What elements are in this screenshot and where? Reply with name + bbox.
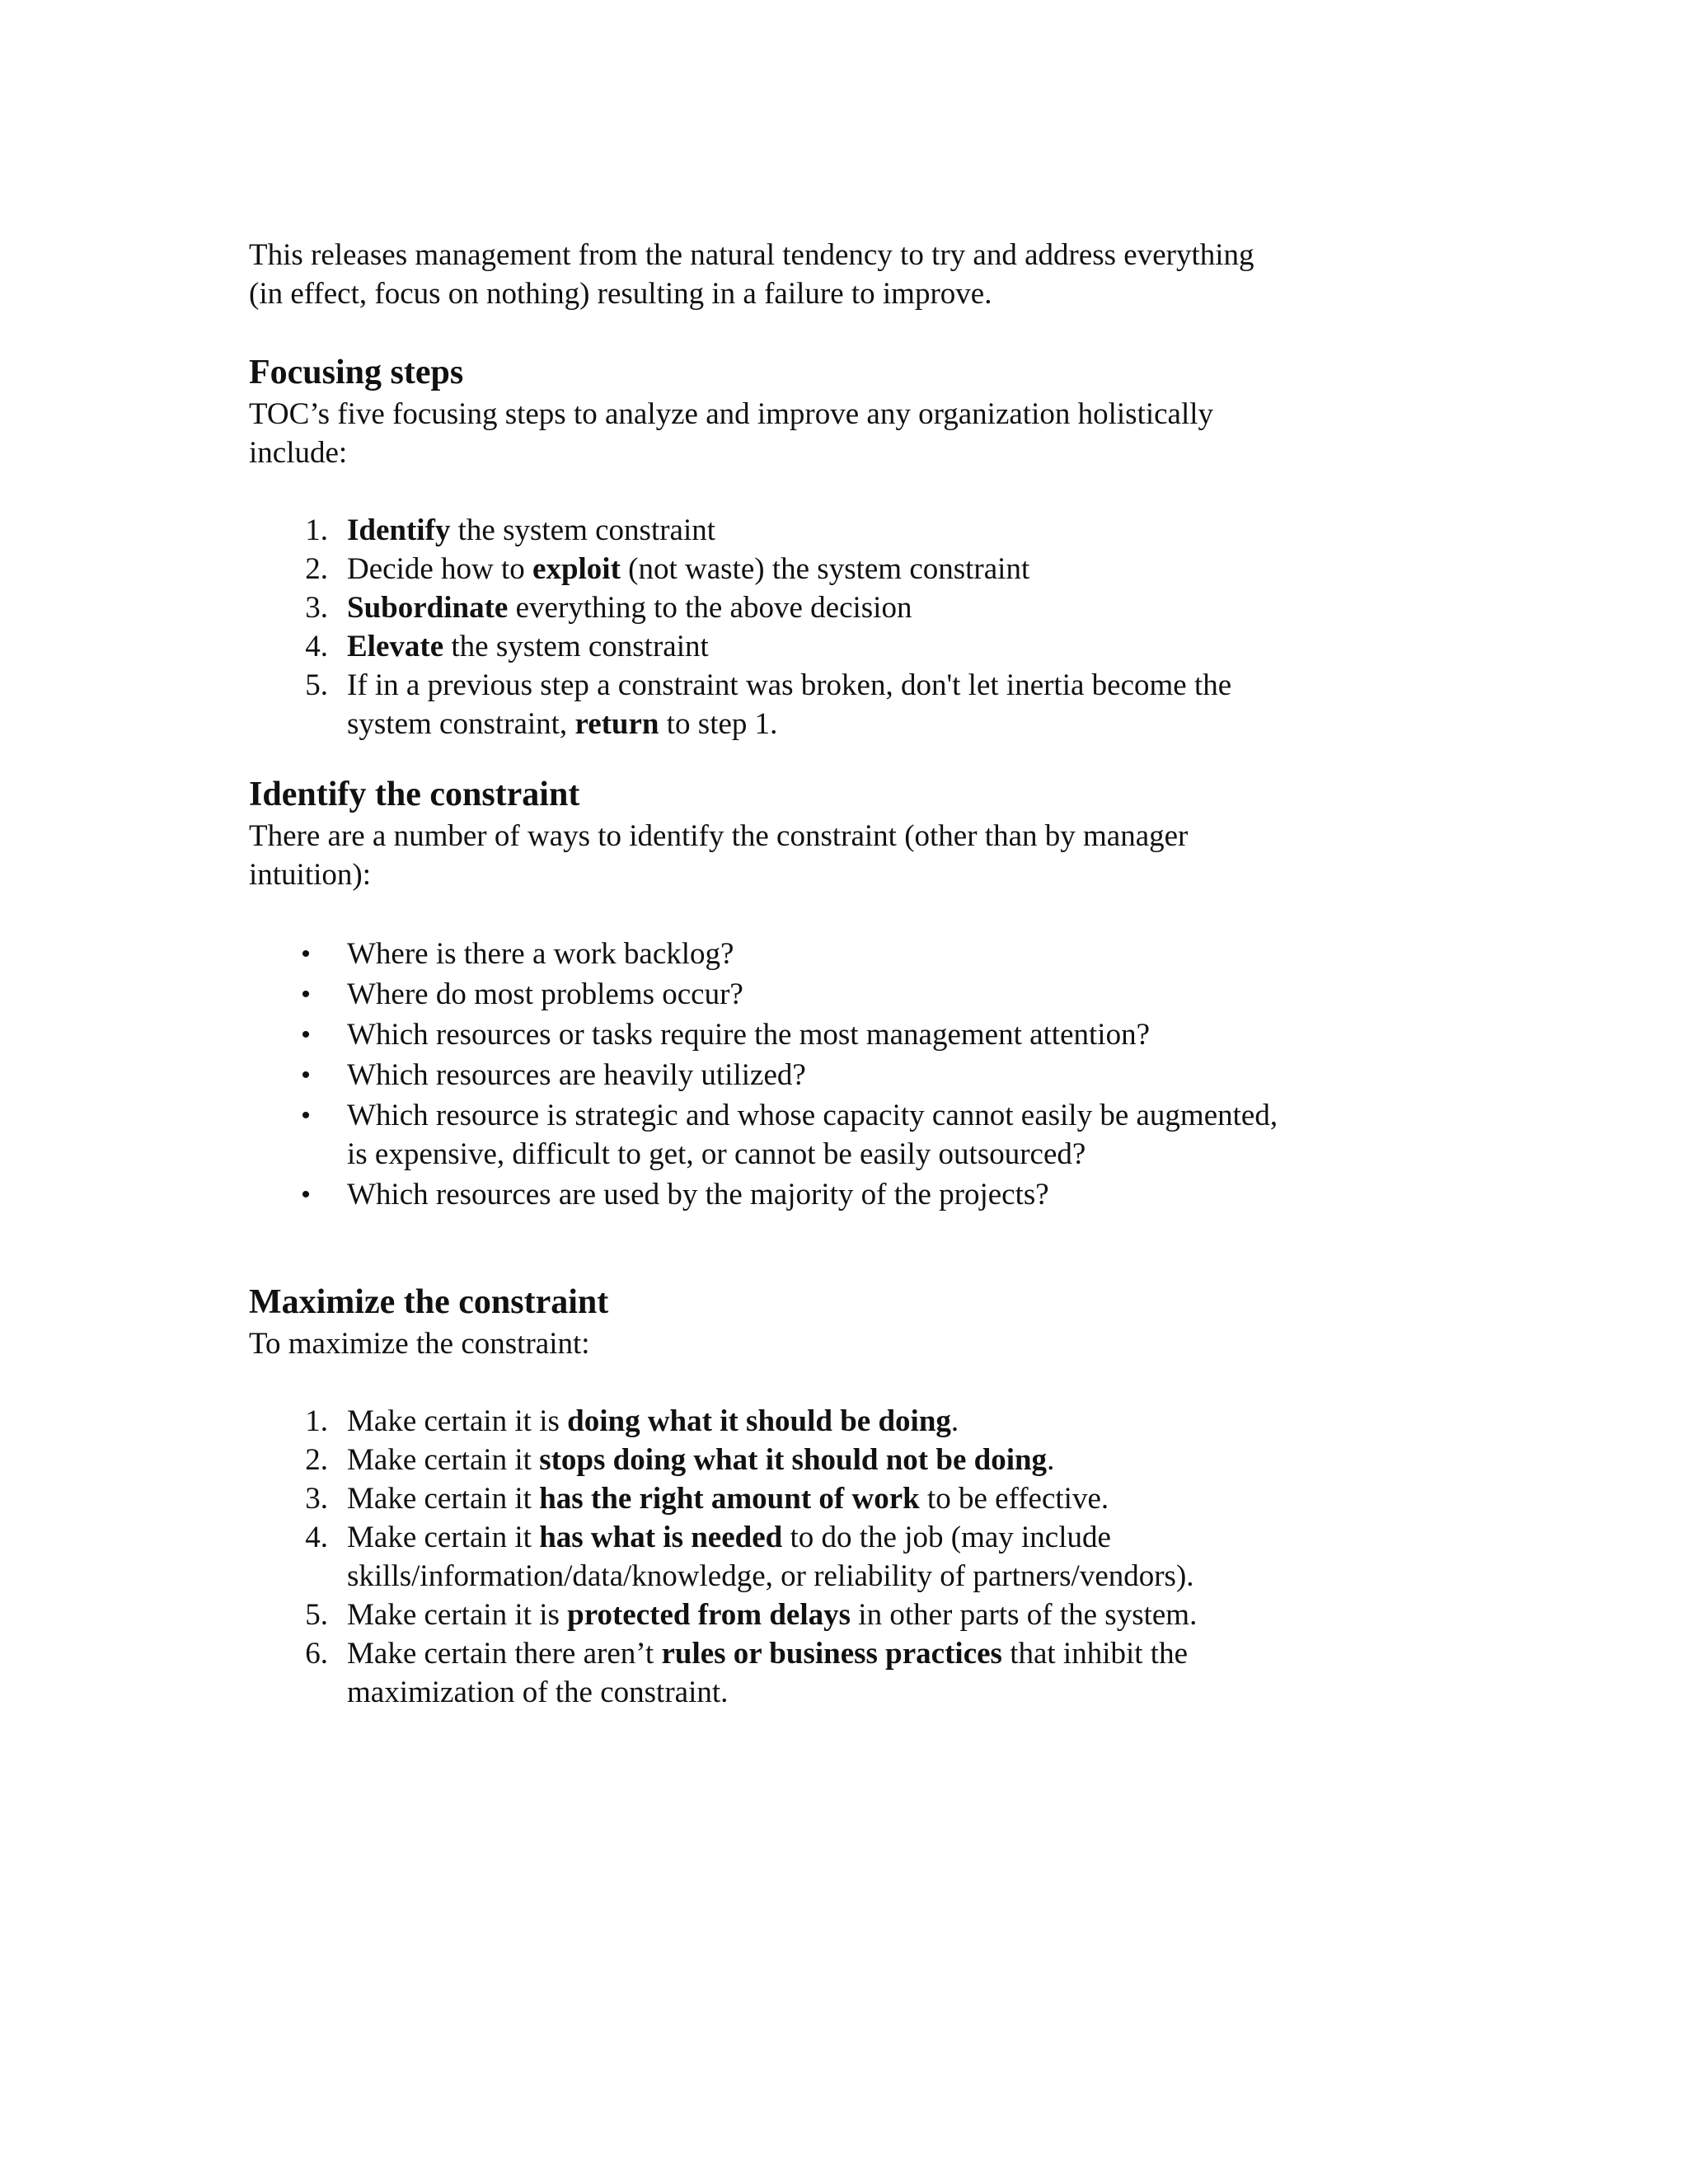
bullet-marker: •: [301, 1021, 311, 1048]
item-text: Make certain it: [347, 1521, 540, 1554]
emphasis-text: protected from delays: [567, 1598, 851, 1632]
list-number: 1.: [305, 1404, 328, 1438]
list-item-text: [347, 1596, 1197, 1634]
bullet-marker: •: [301, 981, 311, 1008]
item-text: Make certain it is: [347, 1404, 568, 1438]
list-number: 6.: [305, 1637, 328, 1671]
item-text: to do the job (may include: [782, 1521, 1111, 1554]
emphasis-text: Identify: [347, 513, 451, 547]
emphasis-text: Elevate: [347, 630, 444, 663]
list-item-text: is expensive, difficult to get, or cannot be easily outsourced?: [347, 1137, 1086, 1171]
emphasis-text: return: [574, 707, 659, 741]
list-number: 3.: [305, 1482, 328, 1516]
item-text: that inhibit the: [1001, 1637, 1189, 1671]
item-text: Make certain there aren’t: [347, 1637, 662, 1671]
item-text: system constraint,: [347, 707, 575, 741]
section-intro-line: There are a number of ways to identify the constraint (other than by manager: [249, 819, 1189, 853]
list-item-text: Which resources are heavily utilized?: [347, 1058, 806, 1092]
item-text: Make certain it: [347, 1482, 540, 1516]
item-text: in other parts of the system.: [851, 1598, 1198, 1632]
item-text: (not waste) the system constraint: [620, 552, 1030, 586]
list-number: 4.: [305, 630, 328, 663]
emphasis-text: Subordinate: [347, 591, 509, 625]
list-number: 3.: [305, 591, 328, 625]
list-item-text: Which resources are used by the majority of the projects?: [347, 1178, 1049, 1212]
list-number: 4.: [305, 1521, 328, 1554]
item-text: everything to the above decision: [508, 591, 912, 625]
section-intro-line: To maximize the constraint:: [249, 1327, 590, 1361]
list-item-text: [347, 1441, 1054, 1479]
item-text: the system constraint: [443, 630, 709, 663]
identify-constraint-heading: Identify the constraint: [249, 776, 580, 813]
list-item-text: Where is there a work backlog?: [347, 937, 734, 971]
focusing-steps-heading: Focusing steps: [249, 354, 464, 391]
list-item-text: maximization of the constraint.: [347, 1675, 729, 1709]
list-item-text: [347, 1402, 959, 1441]
list-item-text: [347, 511, 715, 550]
emphasis-text: has the right amount of work: [539, 1482, 920, 1516]
list-item-text: skills/information/data/knowledge, or reliability of partners/vendors).: [347, 1559, 1194, 1593]
list-number: 5.: [305, 668, 328, 702]
maximize-constraint-heading: Maximize the constraint: [249, 1283, 609, 1321]
list-item-text: Where do most problems occur?: [347, 977, 743, 1011]
list-number: 2.: [305, 1443, 328, 1477]
item-text: .: [950, 1404, 959, 1438]
intro-line: (in effect, focus on nothing) resulting in a failure to improve.: [249, 277, 992, 311]
item-text: to be effective.: [919, 1482, 1109, 1516]
item-text: .: [1047, 1443, 1055, 1477]
section-intro-line: TOC’s five focusing steps to analyze and improve any organization holistically: [249, 397, 1214, 431]
emphasis-text: exploit: [532, 552, 621, 586]
list-item-text: [347, 1518, 1111, 1557]
bullet-marker: •: [301, 1062, 311, 1089]
bullet-marker: •: [301, 940, 311, 968]
list-item-text: Which resource is strategic and whose capacity cannot easily be augmented,: [347, 1099, 1278, 1132]
section-intro-line: include:: [249, 436, 348, 470]
list-number: 1.: [305, 513, 328, 547]
emphasis-text: has what is needed: [539, 1521, 783, 1554]
emphasis-text: rules or business practices: [661, 1637, 1002, 1671]
item-text: Decide how to: [347, 552, 533, 586]
item-text: the system constraint: [450, 513, 716, 547]
list-number: 5.: [305, 1598, 328, 1632]
emphasis-text: stops doing what it should not be doing: [539, 1443, 1048, 1477]
list-item-text: Which resources or tasks require the most management attention?: [347, 1018, 1150, 1052]
item-text: Make certain it: [347, 1443, 540, 1477]
intro-line: This releases management from the natural tendency to try and address everything: [249, 238, 1254, 272]
list-number: 2.: [305, 552, 328, 586]
item-text: Make certain it is: [347, 1598, 568, 1632]
list-item-text: If in a previous step a constraint was broken, don't let inertia become the: [347, 668, 1232, 702]
list-item-text: [347, 1634, 1188, 1673]
list-item-text: [347, 1479, 1109, 1518]
list-item-text: [347, 550, 1029, 588]
section-intro-line: intuition):: [249, 858, 371, 892]
list-item-text: [347, 705, 777, 743]
bullet-marker: •: [301, 1181, 311, 1208]
list-item-text: [347, 588, 912, 627]
list-item-text: [347, 627, 709, 666]
bullet-marker: •: [301, 1102, 311, 1129]
item-text: to step 1.: [659, 707, 778, 741]
emphasis-text: doing what it should be doing: [567, 1404, 951, 1438]
